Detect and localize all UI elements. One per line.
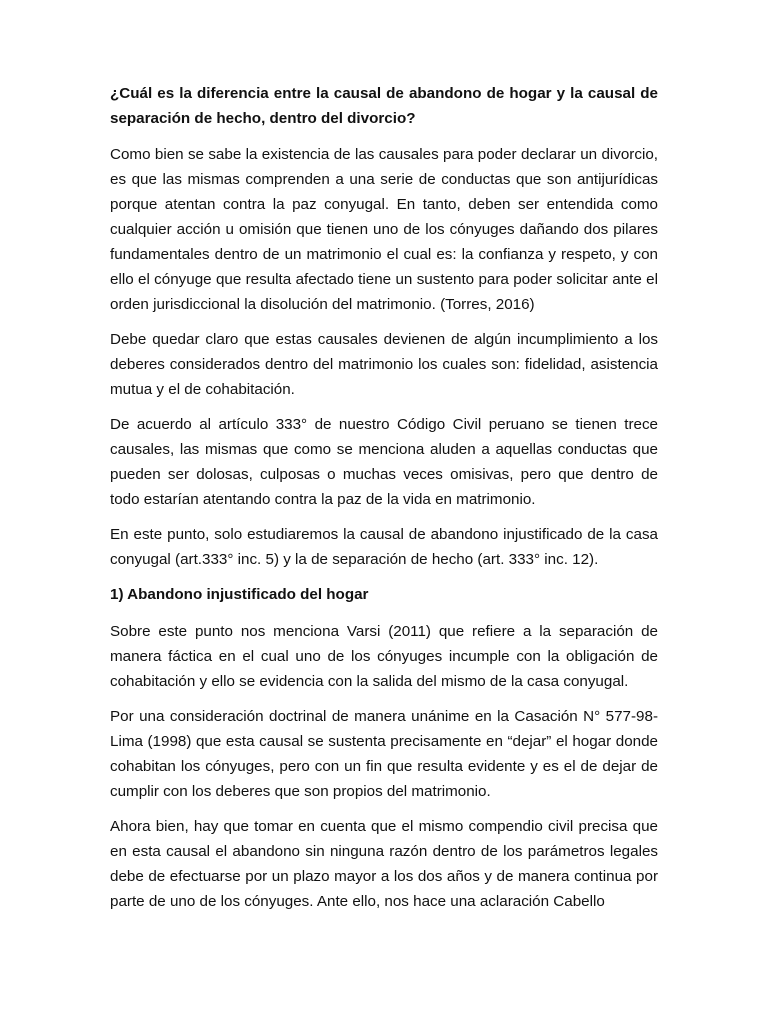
paragraph-intro-3: De acuerdo al artículo 333° de nuestro Código Civil peruano se tienen trece causales, las mismas que como se menciona aluden a aquellas conductas que pueden ser dolosas, culposas o muchas veces omisivas, pero que dentro de todo estarían atentando contra la paz de la vida en matrimonio.	[110, 416, 658, 508]
paragraph-intro-4: En este punto, solo estudiaremos la causal de abandono injustificado de la casa conyugal (art.333° inc. 5) y la de separación de hecho (art. 333° inc. 12).	[110, 526, 658, 568]
page-title: ¿Cuál es la diferencia entre la causal de abandono de hogar y la causal de separación de hecho, dentro del divorcio?	[110, 85, 658, 127]
paragraph-section1-2: Por una consideración doctrinal de manera unánime en la Casación N° 577-98-Lima (1998) que esta causal se sustenta precisamente en “dejar” el hogar donde cohabitan los cónyuges, pero con un fin que resulta evidente y es el de dejar de cumplir con los deberes que son propios del matrimonio.	[110, 708, 658, 800]
paragraph-section1-3: Ahora bien, hay que tomar en cuenta que el mismo compendio civil precisa que en esta causal el abandono sin ninguna razón dentro de los parámetros legales debe de efectuarse por un plazo mayor a los dos años y de manera continua por parte de uno de los cónyuges. Ante ello, nos hace una aclaración Cabello	[110, 818, 658, 910]
paragraph-section1-1: Sobre este punto nos menciona Varsi (2011) que refiere a la separación de manera fáctica en el cual uno de los cónyuges incumple con la obligación de cohabitación y ello se evidencia con la salida del mismo de la casa conyugal.	[110, 623, 658, 690]
paragraph-intro-1: Como bien se sabe la existencia de las causales para poder declarar un divorcio, es que las mismas comprenden a una serie de conductas que son antijurídicas porque atentan contra la paz conyugal. En tanto, deben ser entendida como cualquier acción u omisión que tienen uno de los cónyuges dañando dos pilares fundamentales dentro de un matrimonio el cual es: la confianza y respeto, y con ello el cónyuge que resulta afectado tiene un sustento para poder solicitar ante el orden jurisdiccional la disolución del matrimonio. (Torres, 2016)	[110, 146, 658, 313]
section-heading-abandono: 1) Abandono injustificado del hogar	[110, 586, 369, 603]
document-page	[110, 81, 658, 924]
paragraph-intro-2: Debe quedar claro que estas causales devienen de algún incumplimiento a los deberes considerados dentro del matrimonio los cuales son: fidelidad, asistencia mutua y el de cohabitación.	[110, 331, 658, 398]
